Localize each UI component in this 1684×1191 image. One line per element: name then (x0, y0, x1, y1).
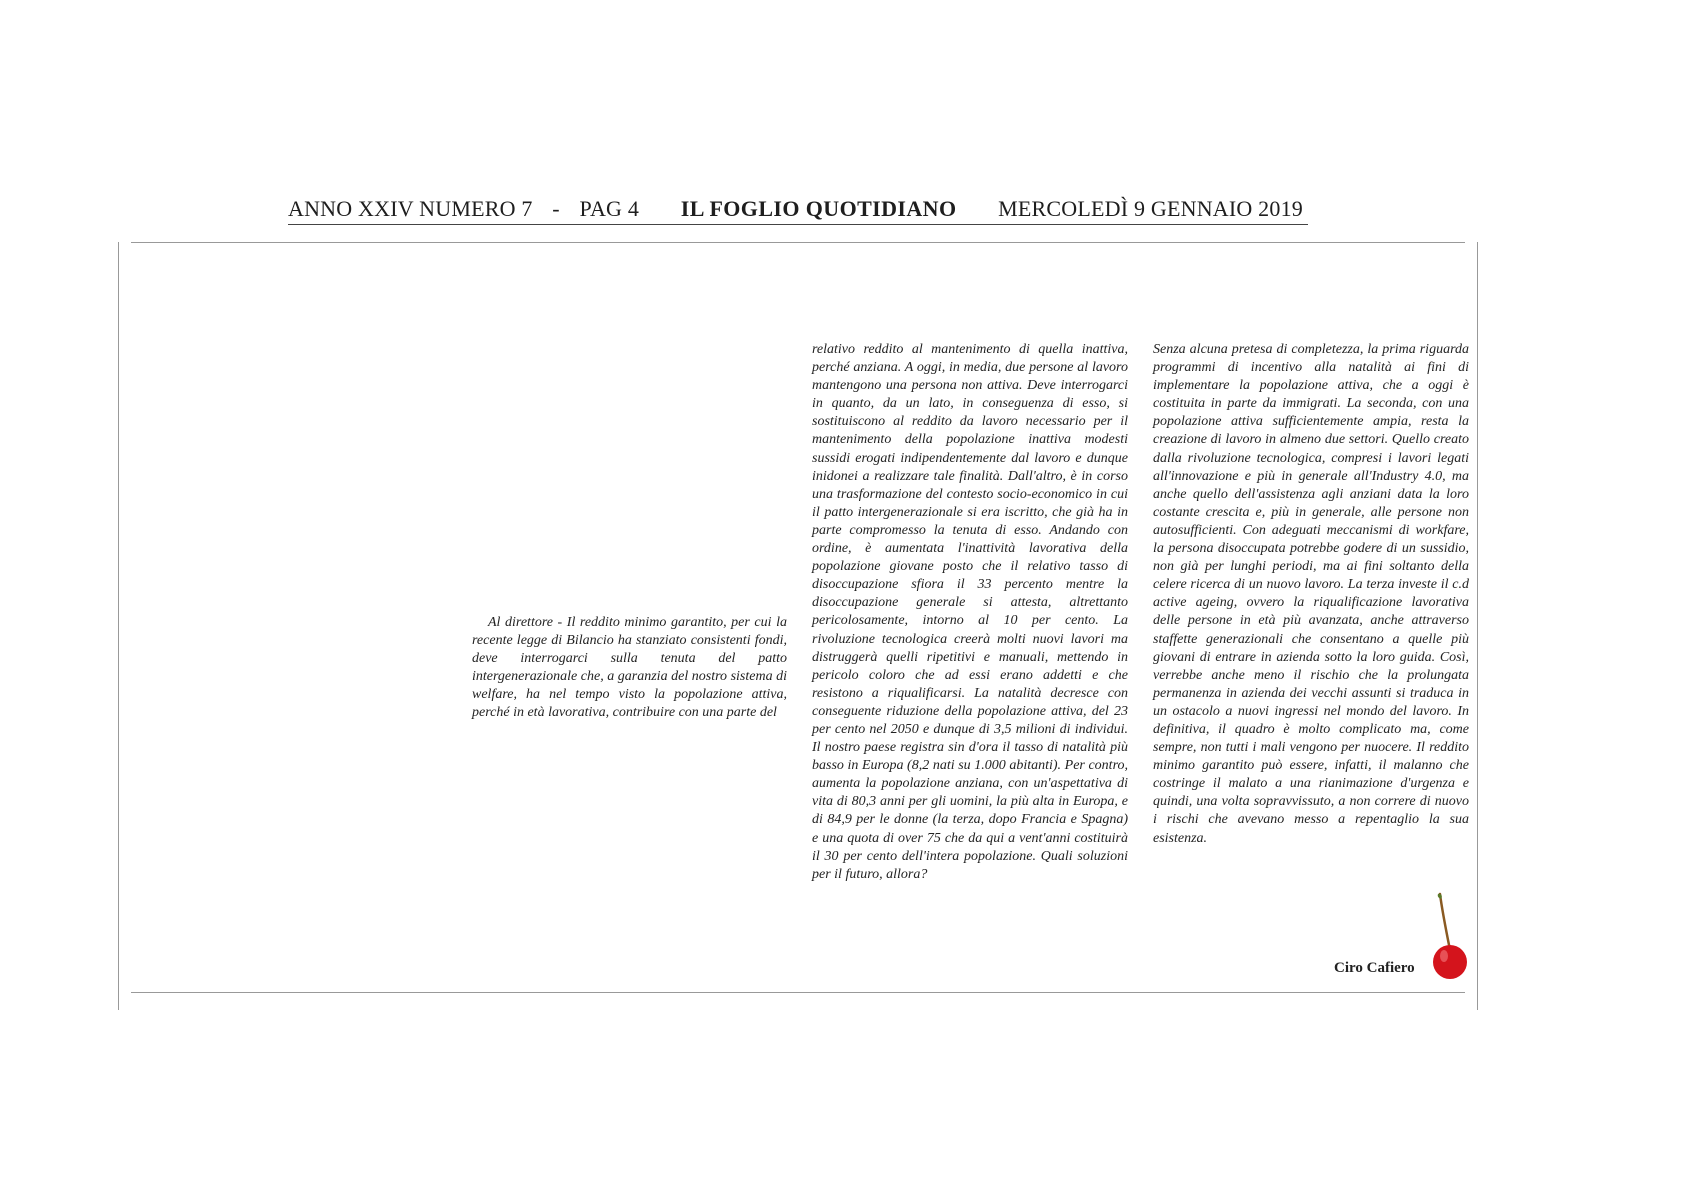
letter-signature: Ciro Cafiero (1334, 960, 1415, 976)
letter-column-2: relativo reddito al mantenimento di quella inattiva, perché anziana. A oggi, in media, due persone al lavoro mantengono una persona non attiva. Deve interrogarci in quanto, da un lato, in conseguenza di esso, si sostituiscono al reddito da lavoro necessario per il mantenimento della popolazione inattiva modesti sussidi erogati indipendentemente dal lavoro e dunque inidonei a realizzare tale finalità. Dall'altro, è in corso una trasformazione del contesto socio-economico in cui il patto intergenerazionale si era iscritto, che già ha in parte compromesso la tenuta di esso. Andando con ordine, è aumentata l'inattività lavorativa della popolazione giovane posto che il relativo tasso di disoccupazione sfiora il 33 percento mentre la disoccupazione generale si attesta, altrettanto pericolosamente, intorno al 10 per cento. La rivoluzione tecnologica creerà molti nuovi lavori ma distruggerà quelli ripetitivi e manuali, mettendo in pericolo coloro che ad essi erano addetti e che resistono a riqualificarsi. La natalità decresce con conseguente riduzione della popolazione attiva, del 23 per cento nel 2050 e dunque di 3,5 milioni di individui. Il nostro paese registra sin d'ora il tasso di natalità più basso in Europa (8,2 nati su 1.000 abitanti). Per contro, aumenta la popolazione anziana, con un'aspettativa di vita di 80,3 anni per gli uomini, la più alta in Europa, e di 84,9 per le donne (la terza, dopo Francia e Spagna) e una quota di over 75 che da qui a vent'anni costituirà il 30 per cento dell'intera popolazione. Quali soluzioni per il futuro, allora? (812, 342, 1128, 882)
frame-right-rule (1477, 242, 1478, 1010)
publication-date: MERCOLEDÌ 9 GENNAIO 2019 (998, 196, 1303, 221)
issue-number: ANNO XXIV NUMERO 7 (288, 196, 533, 221)
masthead-separator: - (552, 196, 560, 221)
frame-bottom-rule (131, 992, 1465, 993)
cherry-icon (1424, 890, 1470, 980)
frame-top-rule (131, 242, 1465, 243)
page-number: PAG 4 (579, 196, 640, 221)
frame-left-rule (118, 242, 119, 1010)
newspaper-title: IL FOGLIO QUOTIDIANO (680, 196, 957, 221)
letter-column-3: Senza alcuna pretesa di completezza, la prima riguarda programmi di incentivo alla natalità ai fini di implementare la popolazione attiva, che a oggi è costituita in parte da immigrati. La seconda, con una popolazione attiva sufficientemente ampia, resta la creazione di lavoro in almeno due settori. Quello creato dalla rivoluzione tecnologica, compresi i lavori legati all'innovazione e più in generale all'Industry 4.0, ma anche quello dell'assistenza agli anziani data la loro costante crescita e, più in generale, alle persone non autosufficienti. Con adeguati meccanismi di workfare, la persona disoccupata potrebbe godere di un sussidio, non già per lunghi periodi, ma ai fini soltanto della celere ricerca di un nuovo lavoro. La terza investe il c.d active ageing, ovvero la riqualificazione lavorativa delle persone in età più avanzata, anche attraverso staffette generazionali che consentano a quelle più giovani di entrare in azienda sotto la loro guida. Così, verrebbe anche meno il rischio che la prolungata permanenza in azienda dei vecchi assunti si traduca in un ostacolo a nuovi ingressi nel mondo del lavoro. In definitiva, il quadro è molto complicato ma, come sempre, non tutti i mali vengono per nuocere. Il reddito minimo garantito può essere, infatti, il malanno che costringe il malato a una rianimazione d'urgenza e quindi, una volta sopravvissuto, a non correre di nuovo i rischi che avevano messo a repentaglio la sua esistenza. (1153, 342, 1469, 846)
newspaper-masthead (288, 196, 1308, 225)
letter-column-1: Al direttore - Il reddito minimo garantito, per cui la recente legge di Bilancio ha stanziato consistenti fondi, deve interrogarci sulla tenuta del patto intergenerazionale che, a garanzia del nostro sistema di welfare, ha nel tempo visto la popolazione attiva, perché in età lavorativa, contribuire con una parte del (472, 615, 787, 721)
